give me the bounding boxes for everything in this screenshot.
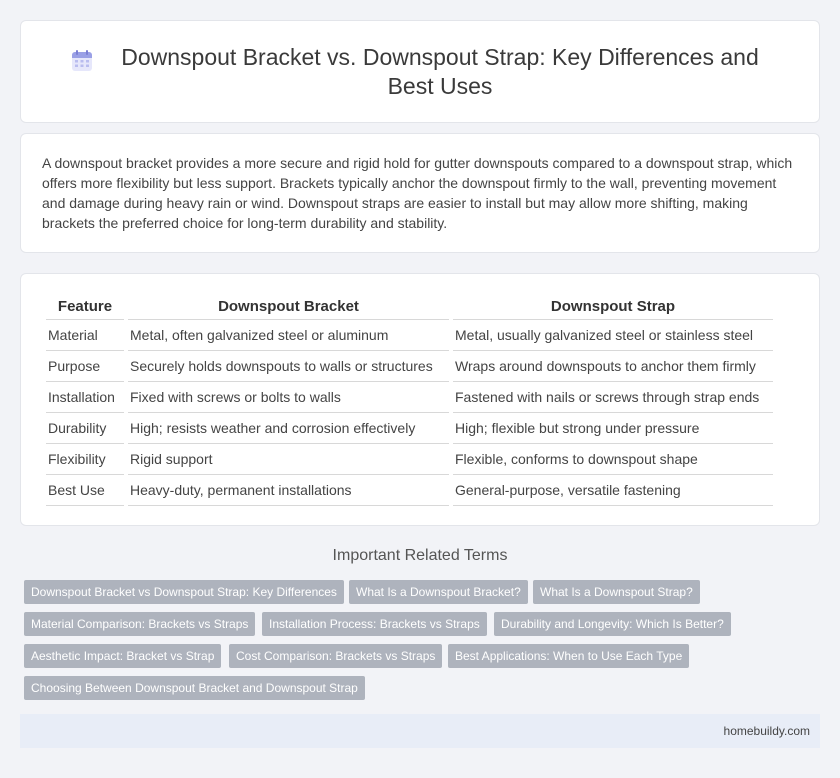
related-tag[interactable]: Best Applications: When to Use Each Type [448, 644, 689, 668]
related-tag[interactable]: Choosing Between Downspout Bracket and Downspout Strap [24, 676, 365, 700]
footer-bar [20, 714, 820, 748]
related-tag[interactable]: Aesthetic Impact: Bracket vs Strap [24, 644, 221, 668]
comparison-table-card [20, 273, 820, 526]
feature-cell: Purpose [46, 351, 124, 382]
header-card [20, 20, 820, 123]
feature-cell: Material [46, 320, 124, 351]
header-strap: Downspout Strap [453, 294, 773, 320]
bracket-cell: Heavy-duty, permanent installations [128, 475, 449, 506]
strap-cell: High; flexible but strong under pressure [453, 413, 773, 444]
strap-cell: General-purpose, versatile fastening [453, 475, 773, 506]
table-row [46, 444, 773, 475]
related-tag[interactable]: Installation Process: Brackets vs Straps [262, 612, 487, 636]
comparison-table [42, 294, 777, 506]
bracket-cell: Fixed with screws or bolts to walls [128, 382, 449, 413]
header-feature: Feature [46, 294, 124, 320]
bracket-cell: Securely holds downspouts to walls or structures [128, 351, 449, 382]
related-tag[interactable]: Durability and Longevity: Which Is Better? [494, 612, 731, 636]
table-row [46, 320, 773, 351]
related-tag[interactable]: What Is a Downspout Bracket? [349, 580, 528, 604]
page-title: Downspout Bracket vs. Downspout Strap: Key Differences and Best Uses [121, 44, 759, 99]
summary-text: A downspout bracket provides a more secure and rigid hold for gutter downspouts compared to a downspout strap, which offers more flexibility but less support. Brackets typically anchor the downspout firmly to the wall, preventing movement and damage during heavy rain or wind. Downspout straps are easier to install but may allow more shifting, making brackets the preferred choice for long-term durability and stability. [42, 155, 793, 231]
strap-cell: Wraps around downspouts to anchor them firmly [453, 351, 773, 382]
summary-card [20, 133, 820, 253]
feature-cell: Best Use [46, 475, 124, 506]
table-row [46, 413, 773, 444]
strap-cell: Fastened with nails or screws through strap ends [453, 382, 773, 413]
bracket-cell: Rigid support [128, 444, 449, 475]
bracket-cell: Metal, often galvanized steel or aluminum [128, 320, 449, 351]
table-row [46, 351, 773, 382]
feature-cell: Flexibility [46, 444, 124, 475]
table-row [46, 382, 773, 413]
related-tag[interactable]: Material Comparison: Brackets vs Straps [24, 612, 255, 636]
related-tag[interactable]: Downspout Bracket vs Downspout Strap: Key Differences [24, 580, 344, 604]
strap-cell: Flexible, conforms to downspout shape [453, 444, 773, 475]
table-header-row [46, 294, 773, 320]
header-bracket: Downspout Bracket [128, 294, 449, 320]
strap-cell: Metal, usually galvanized steel or stainless steel [453, 320, 773, 351]
bracket-cell: High; resists weather and corrosion effectively [128, 413, 449, 444]
related-tag[interactable]: Cost Comparison: Brackets vs Straps [229, 644, 442, 668]
feature-cell: Durability [46, 413, 124, 444]
footer-site[interactable]: homebuildy.com [723, 724, 810, 738]
table-row [46, 475, 773, 506]
feature-cell: Installation [46, 382, 124, 413]
related-tag[interactable]: What Is a Downspout Strap? [533, 580, 700, 604]
related-terms-title: Important Related Terms [332, 547, 508, 564]
